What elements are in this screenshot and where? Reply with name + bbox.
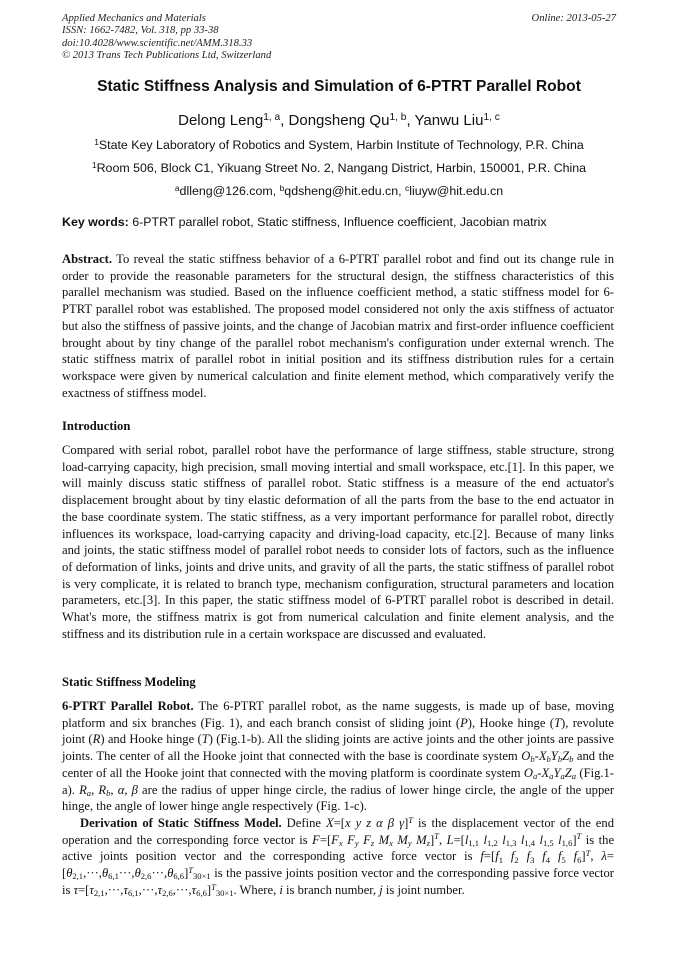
- issn-line: ISSN: 1662-7482, Vol. 318, pp 33-38: [62, 25, 219, 37]
- affiliation-sup: 1: [94, 136, 99, 147]
- paper-title: Static Stiffness Analysis and Simulation of 6-PTRT Parallel Robot: [97, 78, 581, 95]
- introduction-text: Compared with serial robot, parallel robot have the performance of large stiffness, stable structure, strong load-carrying capacity, high precision, small moving intertial and small workspace, etc.[1]. In this paper, we will mainly discuss static stiffness of parallel robot. Static stiffness is a measure of the end actuator's displacement brought about by tiny elastic deformation of all the parts from the base to the end actuator in the base coordinate system. The static stiffness, as a very important performance for parallel robot, directly influences its workspace, load-carrying capacity and driving-load capacity, etc.[2]. Because of many links and joints, the static stiffness model of parallel robot needs to consider lots of factors, such as the influence of deformation of links, joints and drive units, and gravity of all the parts, the static stiffness of parallel robot is very complicate, it is related to branch type, mechanism configuration, structural parameters and location parameters, etc.[3]. In this paper, the static stiffness model of 6-PTRT parallel robot is described in detail. What's more, the stiffness matrix is got from numerical calculation and finite element analysis, and the stiffness and its distribution rule in a certain workspace are discussed and evaluated.: [62, 443, 614, 641]
- abstract-text: To reveal the static stiffness behavior of a 6-PTRT parallel robot and find out its change rule in order to provide the reasonable parameters for the structural design, the stiffness characteristics of this parallel mechanism was studied. Based on the influence coefficient method, a static stiffness model for 6-PTRT parallel robot was established. The proposed model considered not only the axis stiffness of actuator but also the stiffness of passive joints, and the change of Jacobian matrix and first-order influence coefficient brought about by tiny change of the parallel robot mechanism's configuration under external wrench. The static stiffness matrix of parallel robot in initial position and its stiffness distribution rules for a certain workspace were given by numerical calculation and finite element method, which comparatively verify the exactness of stiffness model.: [62, 252, 615, 400]
- author-sup: 1, a: [263, 111, 281, 123]
- email-sup: b: [279, 182, 285, 193]
- journal-name: Applied Mechanics and Materials: [62, 13, 206, 24]
- introduction-heading: Introduction: [62, 419, 131, 433]
- email-link[interactable]: liuyw@hit.edu.cn: [409, 184, 504, 198]
- keywords-text: 6-PTRT parallel robot, Static stiffness, Influence coefficient, Jacobian matrix: [132, 215, 547, 229]
- affiliation-text: Room 506, Block C1, Yikuang Street No. 2, Nangang District, Harbin, 150001, P.R. China: [96, 161, 587, 175]
- affiliation-1: [62, 138, 616, 152]
- author-name: Dongsheng Qu: [288, 112, 390, 129]
- robot-label: 6-PTRT Parallel Robot.: [62, 699, 194, 713]
- email-sup: a: [174, 182, 180, 193]
- email-line: $^a$dlleng@126.com, $^b$qdsheng@hit.edu.cn, $^c$liuyw@hit.edu.cn: [174, 182, 504, 198]
- email-link[interactable]: qdsheng@hit.edu.cn: [284, 184, 399, 198]
- journal-header: [62, 13, 616, 63]
- keywords-label: Key words:: [62, 215, 129, 229]
- robot-paragraph: 6-PTRT Parallel Robot. The 6-PTRT parallel robot, as the name suggests, is made up of base, moving platform and six branches (Fig. 1), and each branch consist of sliding joint (P), Hooke hinge (T), revolute joint (R) and Hooke hinge (T) (Fig.1-b). All the sliding joints are active joints and the other joints are passive joints. The center of all the Hooke joint that connected with the base is coordinate system $O_b-X_bY_bZ_b$ and the center of all the Hooke joint that connected with the moving platform is coordinate system $O_a-X_aY_aZ_a$ (Fig.1-a). $R_a$, $R_b$, α, β are the radius of upper hinge circle, the radius of lower hinge circle, the angle of the upper hinge, the angle of lower hinge angle respectively (Fig. 1-c).: [62, 699, 615, 814]
- author-list: Delong Leng$^{1, a}$, Dongsheng Qu$^{1, b}$, Yanwu Liu$^{1, c}$: [178, 111, 500, 129]
- author-name: Yanwu Liu: [414, 112, 484, 129]
- modeling-heading: Static Stiffness Modeling: [62, 675, 196, 689]
- author-sup: 1, b: [389, 111, 407, 123]
- keywords: [62, 215, 616, 229]
- derivation-paragraph: Derivation of Static Stiffness Model. Define X=[x y z α β γ]$^T$ is the displacement vector of the end operation and the corresponding force vector is $F=[F_x$ $F_y$ $F_z$ $M_x$ $M_y$ $M_z]^T$, $L=[l_{1,1}$ $l_{1,2}$ $l_{1,3}$ $l_{1,4}$ $l_{1,5}$ $l_{1,6}]^T$ is the active joints position vector and the corresponding active force vector is $f=[f_1$ $f_2$ $f_3$ $f_4$ $f_5$ $f_6]^T$, $\lambda=[\theta_{2,1},\cdot\cdot\cdot,\theta_{6,1}\cdot\cdot\cdot,\theta_{2,6}\cdot\cdot\cdot,\theta_{6,6}]^T_{30\times 1}$ is the passive joints position vector and the corresponding passive force vector is $\tau=[\tau_{2,1},\cdot\cdot\cdot,\tau_{6,1},\cdot\cdot\cdot,\tau_{2,6},\cdot\cdot\cdot,\tau_{6,6}]^T_{30\times 1}$. Where, i is branch number, j is joint number.: [62, 814, 615, 898]
- copyright-line: © 2013 Trans Tech Publications Ltd, Switzerland: [62, 50, 272, 62]
- abstract: [62, 251, 614, 401]
- author-sup: 1, c: [483, 111, 500, 123]
- online-date: Online: 2013-05-27: [531, 13, 616, 24]
- abstract-label: Abstract.: [62, 252, 113, 266]
- email-link[interactable]: dlleng@126.com: [179, 184, 273, 198]
- affiliation-sup: 1: [91, 159, 97, 170]
- email-sup: c: [405, 182, 410, 193]
- affiliation-2: [62, 161, 616, 175]
- derivation-label: Derivation of Static Stiffness Model.: [80, 816, 282, 830]
- author-name: Delong Leng: [178, 112, 264, 129]
- affiliation-text: State Key Laboratory of Robotics and System, Harbin Institute of Technology, P.R. China: [98, 138, 584, 152]
- doi-line: doi:10.4028/www.scientific.net/AMM.318.33: [62, 37, 253, 49]
